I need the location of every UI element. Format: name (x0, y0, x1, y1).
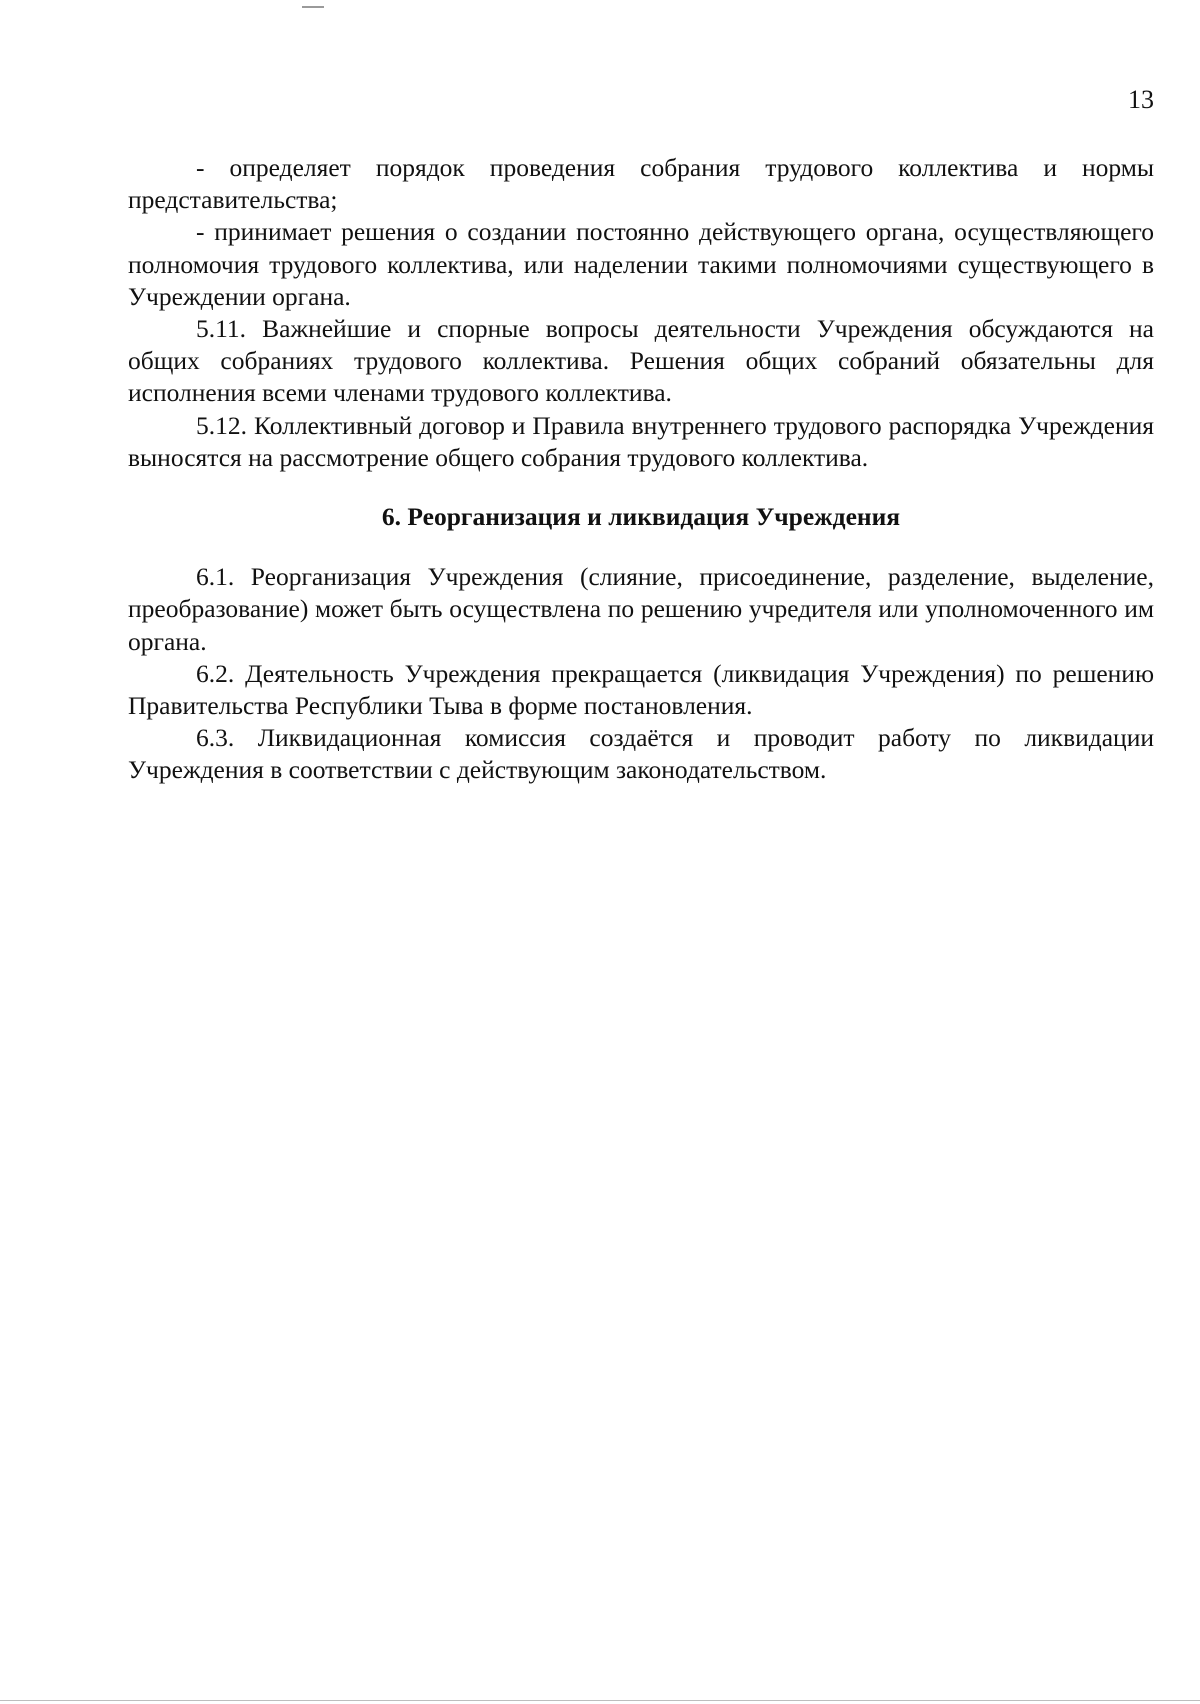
scan-top-mark (302, 6, 324, 8)
paragraph-6-2: 6.2. Деятельность Учреждения прекращается (ликвидация Учреждения) по решению Правительства Республики Тыва в форме постановления. (128, 658, 1154, 721)
section-6-heading: 6. Реорганизация и ликвидация Учреждения (381, 502, 901, 532)
paragraph-5-11: 5.11. Важнейшие и спорные вопросы деятельности Учреждения обсуждаются на общих собраниях трудового коллектива. Решения общих собраний обязательны для исполнения всеми членами трудового коллектива. (128, 314, 1154, 408)
page-number: 13 (1128, 85, 1154, 114)
paragraph-6-3: 6.3. Ликвидационная комиссия создаётся и проводит работу по ликвидации Учреждения в соответствии с действующим законодательством. (128, 723, 1154, 785)
paragraph-6-1: 6.1. Реорганизация Учреждения (слияние, присоединение, разделение, выделение, преобразование) может быть осуществлена по решению учредителя или уполномоченного им органа. (128, 562, 1154, 656)
paragraph-5-10-representation: - определяет порядок проведения собрания трудового коллектива и нормы представительства; (128, 153, 1154, 215)
paragraph-5-10-permanent-body: - принимает решения о создании постоянно действующего органа, осуществляющего полномочия трудового коллектива, или наделении такими полномочиями существующего в Учреждении органа. (128, 217, 1154, 311)
document-body (128, 152, 1154, 787)
scan-bottom-line (0, 1700, 1200, 1701)
paragraph-5-12: 5.12. Коллективный договор и Правила внутреннего трудового распорядка Учреждения выносятся на рассмотрение общего собрания трудового коллектива. (128, 410, 1154, 472)
